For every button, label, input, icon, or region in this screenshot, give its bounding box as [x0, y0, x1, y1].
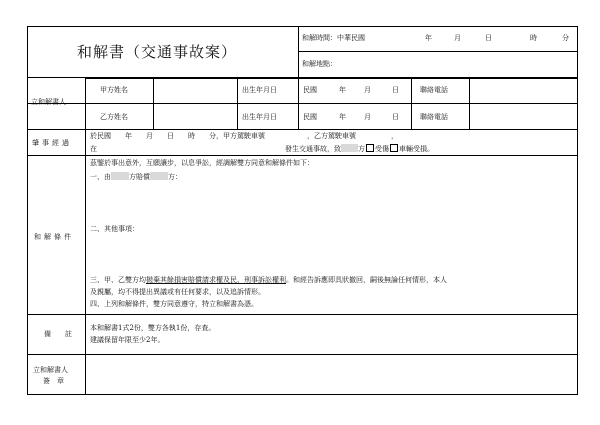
terms-item-1: 一、由 方賠償 方：: [90, 173, 182, 181]
party-b-roc: 民國: [303, 113, 317, 121]
row-divider: [27, 314, 578, 315]
party-a-year: 年: [339, 86, 346, 94]
terms-label: 和解條件: [34, 233, 74, 241]
blank-field: [341, 144, 358, 152]
party-b-month: 月: [364, 113, 371, 121]
party-a-roc: 民國: [303, 86, 317, 94]
party-b-day: 日: [392, 113, 399, 121]
place-label: 和解地點：: [302, 60, 337, 68]
checkbox-vehicle[interactable]: [390, 144, 398, 152]
party-a-phone-label: 聯絡電話: [420, 86, 448, 94]
row-divider: [27, 129, 578, 130]
time-month: 月: [454, 34, 461, 42]
party-a-dob-label: 出生年月日: [242, 86, 277, 94]
terms-item-2: 二、其他事項：: [90, 225, 139, 233]
incident-line-1: 於民國 年 月 日 時 分，甲方駕駛車號 ，乙方駕駛車號 ，: [90, 132, 398, 140]
party-a-name-label: 甲方姓名: [100, 86, 128, 94]
terms-item-4: 四、上列和解條件，雙方同意遵守，特立和解書為憑。: [90, 300, 258, 308]
remarks-line-1: 本和解書1式2份，雙方各執1份，存查。: [90, 324, 216, 332]
row-divider: [27, 103, 578, 104]
terms-item-3-line-1: 三、甲、乙雙方均拋棄其餘損害賠償請求權及民、刑事訴訟權利。和經告訴應即具狀撤回，嗣後無論任何情形，本人: [90, 276, 447, 284]
time-label: 和解時間：中華民國: [302, 34, 365, 42]
checkbox-injury[interactable]: [366, 144, 374, 152]
col-divider: [469, 78, 470, 129]
document-title: 和解書（交通事故案）: [77, 43, 238, 61]
incident-label: 肇事經過: [32, 139, 72, 147]
party-a-day: 日: [392, 86, 399, 94]
blank-field: [111, 172, 129, 180]
col-divider: [411, 78, 412, 129]
col-divider: [237, 78, 238, 129]
col-divider: [298, 78, 299, 129]
time-minute: 分: [562, 34, 569, 42]
party-b-dob-label: 出生年月日: [242, 113, 277, 121]
remarks-label: 備 註: [44, 330, 72, 338]
time-day: 日: [485, 34, 492, 42]
signature-label-1: 立和解書人: [33, 366, 68, 374]
blank-field: [150, 172, 168, 180]
terms-item-3-line-2: 及親屬，均不得提出異議或有任何要求，以及追訴情形。: [90, 288, 265, 296]
signature-label-2: 簽 章: [43, 377, 64, 385]
time-year: 年: [425, 34, 432, 42]
party-b-phone-label: 聯絡電話: [420, 113, 448, 121]
party-b-year: 年: [339, 113, 346, 121]
party-b-name-label: 乙方姓名: [100, 113, 128, 121]
time-hour: 時: [530, 34, 537, 42]
col-divider: [85, 78, 86, 394]
party-a-month: 月: [364, 86, 371, 94]
incident-line-2: 在 發生交通事故，致 方 受傷 車輛受損。: [90, 145, 434, 153]
col-divider: [298, 26, 299, 78]
parties-label: 立和解書人: [31, 98, 66, 106]
terms-intro: 茲鑒於事出意外，互願讓步，以息爭訟，經調解雙方同意和解條件如下：: [90, 159, 314, 167]
remarks-line-2: 建議保留年限至少2年。: [90, 336, 165, 344]
row-divider: [27, 354, 578, 355]
row-divider: [298, 51, 578, 52]
col-divider: [153, 78, 154, 129]
row-divider: [85, 78, 578, 79]
row-divider: [27, 155, 578, 156]
